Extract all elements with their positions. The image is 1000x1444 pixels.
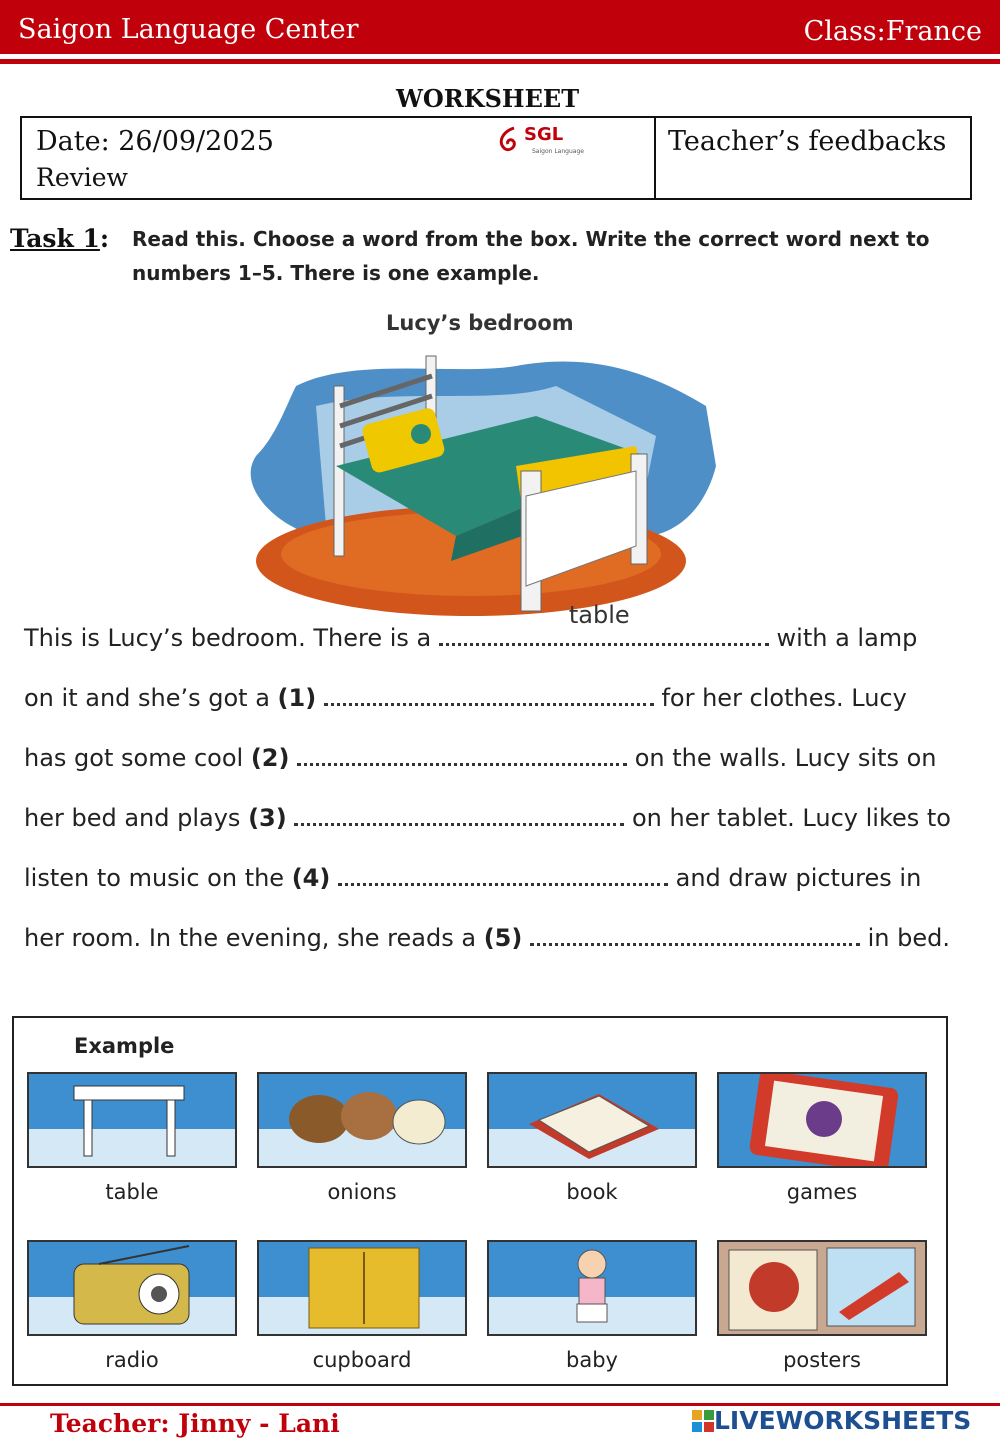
info-box: [20, 116, 972, 200]
story-line-2: has got some cool (2) on the walls. Lucy sits on: [24, 744, 937, 772]
word-card-table: [27, 1072, 237, 1204]
liveworksheets-grid-icon: [692, 1410, 714, 1432]
info-divider: [654, 118, 656, 198]
header-bar: [0, 0, 1000, 54]
answer-blank-5[interactable]: [530, 925, 860, 946]
sgl-logo: [494, 124, 594, 156]
story-line-1: on it and she’s got a (1) for her clothes. Lucy: [24, 684, 907, 712]
logo-subtext: Saigon Language: [532, 148, 584, 155]
word-label-games: games: [786, 1180, 858, 1204]
word-card-onions: [257, 1072, 467, 1204]
story-line-4: listen to music on the (4) and draw pictures in: [24, 864, 922, 892]
header-divider: [0, 59, 1000, 64]
answer-blank-example: [439, 601, 769, 646]
word-label-table: table: [105, 1180, 159, 1204]
task-instruction: Read this. Choose a word from the box. Write the correct word next to numbers 1–5. There is one example.: [132, 227, 930, 285]
word-card-baby: [487, 1240, 697, 1372]
radio-picture: [27, 1240, 237, 1336]
cupboard-picture: [257, 1240, 467, 1336]
book-picture: [487, 1072, 697, 1168]
teacher-feedback-label: Teacher’s feedbacks: [668, 126, 947, 157]
worksheet-date: Date: 26/09/2025: [36, 126, 274, 157]
table-picture: [27, 1072, 237, 1168]
word-label-cupboard: cupboard: [312, 1348, 412, 1372]
word-card-games: [717, 1072, 927, 1204]
liveworksheets-logo: [692, 1406, 971, 1435]
liveworksheets-text: LIVEWORKSHEETS: [714, 1406, 972, 1435]
class-name: Class:France: [803, 16, 982, 47]
posters-picture: [717, 1240, 927, 1336]
word-box: [12, 1016, 948, 1386]
task-label: Task 1:: [10, 224, 110, 253]
baby-picture: [487, 1240, 697, 1336]
story-line-3: her bed and plays (3) on her tablet. Lucy likes to: [24, 804, 951, 832]
onions-picture: [257, 1072, 467, 1168]
word-label-onions: onions: [327, 1180, 397, 1204]
word-card-cupboard: [257, 1240, 467, 1372]
story-line-5: her room. In the evening, she reads a (5) in bed.: [24, 924, 950, 952]
teacher-names: Teacher: Jinny - Lani: [50, 1409, 340, 1438]
school-name: Saigon Language Center: [18, 14, 359, 45]
word-card-posters: [717, 1240, 927, 1372]
example-label: Example: [74, 1034, 175, 1058]
story-title: Lucy’s bedroom: [386, 311, 574, 335]
bed-illustration: [236, 346, 726, 622]
sgl-swirl-icon: [494, 124, 526, 156]
worksheet-topic: Review: [36, 163, 128, 192]
word-label-radio: radio: [105, 1348, 159, 1372]
answer-blank-2[interactable]: [297, 745, 627, 766]
word-label-posters: posters: [783, 1348, 861, 1372]
games-picture: [717, 1072, 927, 1168]
answer-blank-3[interactable]: [294, 805, 624, 826]
word-card-radio: [27, 1240, 237, 1372]
story-line-0: This is Lucy’s bedroom. There is a table with a lamp: [24, 601, 918, 652]
logo-text: SGL: [524, 124, 564, 145]
word-label-baby: baby: [566, 1348, 618, 1372]
worksheet-title: WORKSHEET: [395, 84, 580, 113]
example-answer: table: [568, 601, 630, 629]
answer-blank-1[interactable]: [324, 685, 654, 706]
answer-blank-4[interactable]: [338, 865, 668, 886]
word-card-book: [487, 1072, 697, 1204]
word-label-book: book: [566, 1180, 618, 1204]
